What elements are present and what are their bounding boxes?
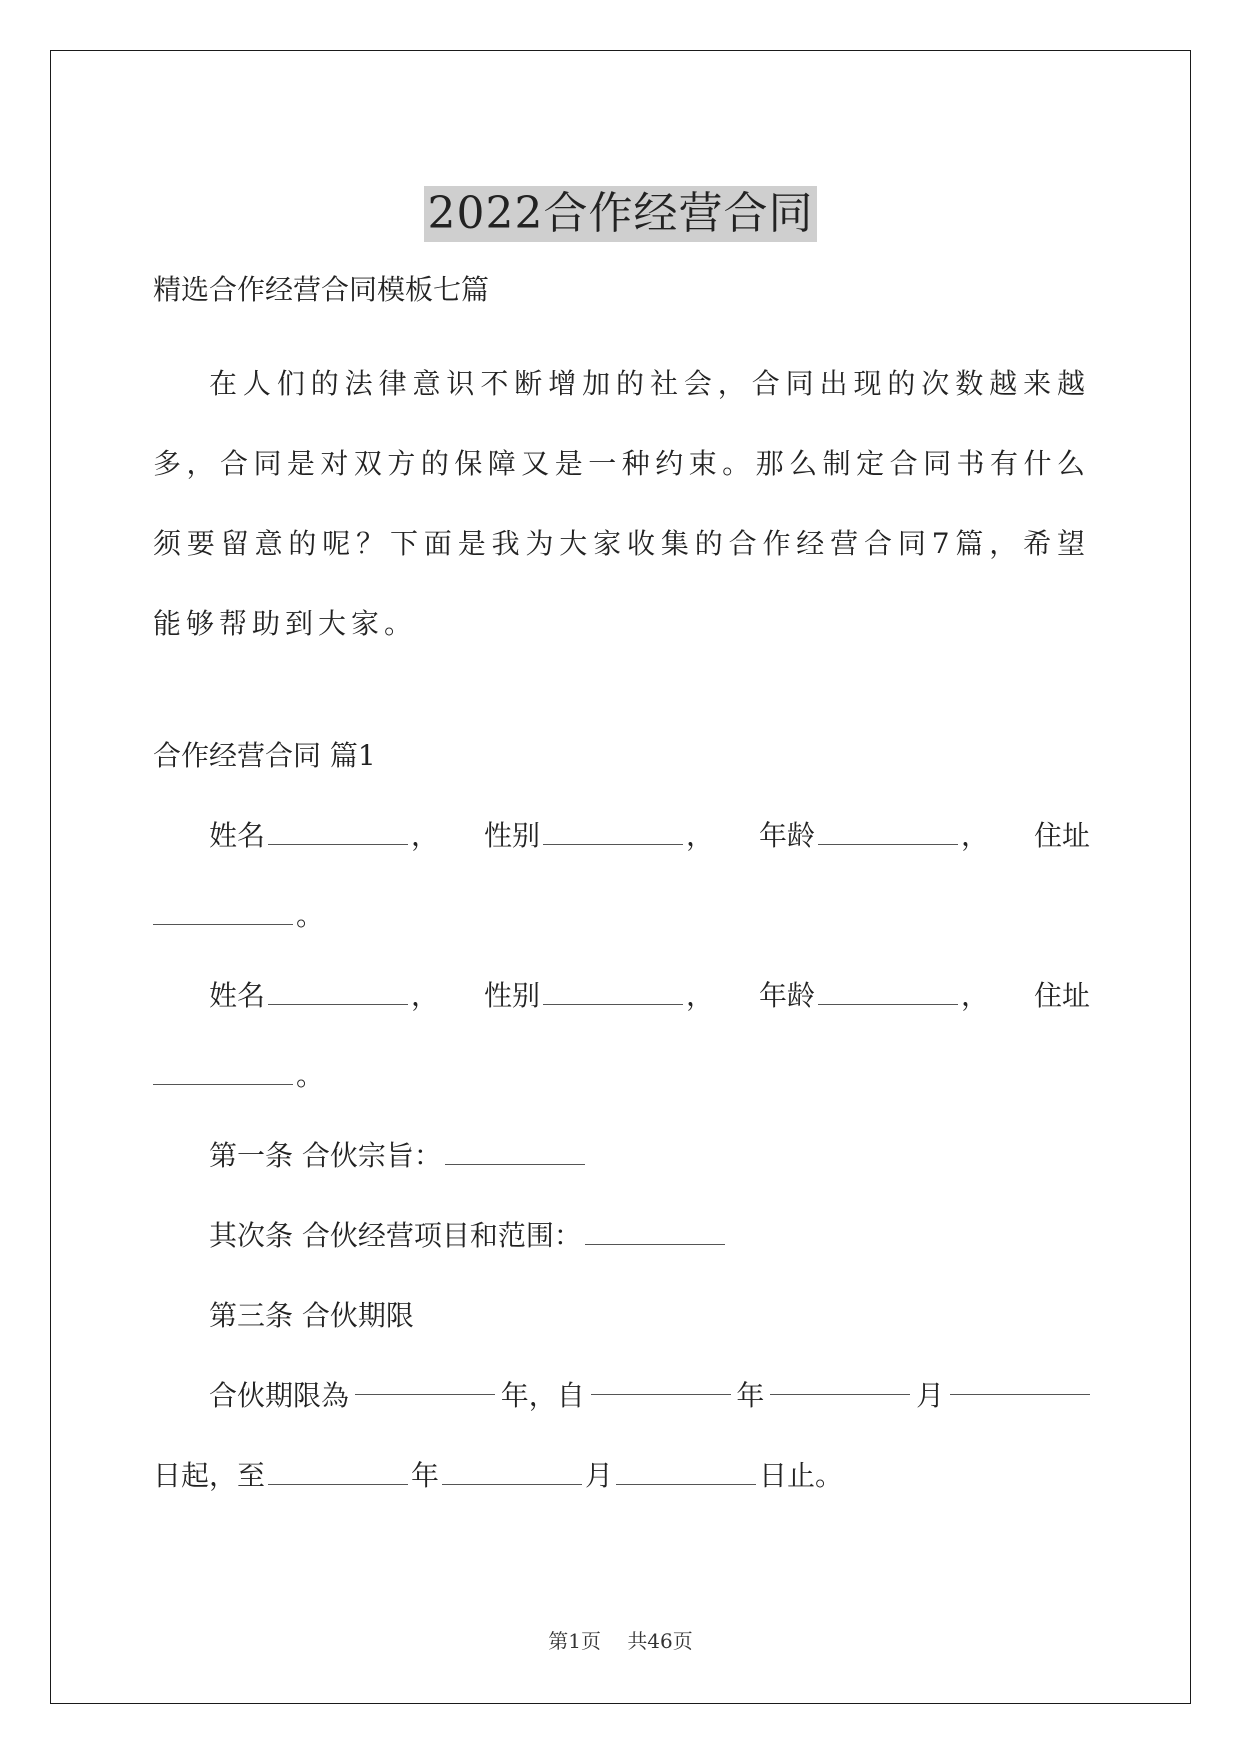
purpose-blank[interactable] bbox=[445, 1140, 585, 1165]
party-line-1 bbox=[153, 810, 1090, 890]
clause-1 bbox=[153, 1130, 1090, 1210]
page-footer bbox=[0, 1625, 1241, 1654]
term-end-label: 日止。 bbox=[759, 1459, 844, 1492]
address-line-1 bbox=[153, 890, 1090, 970]
age-label: 年龄 bbox=[758, 819, 815, 852]
term-end-line bbox=[153, 1450, 1090, 1530]
comma: ， bbox=[686, 819, 715, 852]
age-blank[interactable] bbox=[818, 980, 958, 1005]
comma: ， bbox=[960, 819, 989, 852]
name-label: 姓名 bbox=[209, 819, 266, 852]
address-label: 住址 bbox=[1033, 979, 1090, 1012]
year-label: 年 bbox=[736, 1379, 765, 1412]
clause-1-label: 第一条 合伙宗旨： bbox=[209, 1139, 442, 1172]
year-label: 年 bbox=[411, 1459, 440, 1492]
party-line-2 bbox=[153, 970, 1090, 1050]
term-label: 合伙期限為 bbox=[209, 1379, 350, 1412]
start-year-blank[interactable] bbox=[591, 1370, 731, 1395]
party-field bbox=[759, 970, 989, 1050]
document-title: 2022合作经营合同 bbox=[424, 186, 818, 242]
period: 。 bbox=[296, 899, 325, 932]
term-to-label: 日起，至 bbox=[153, 1459, 266, 1492]
start-day-blank[interactable] bbox=[950, 1370, 1090, 1395]
term-line bbox=[153, 1370, 1090, 1450]
gender-blank[interactable] bbox=[543, 820, 683, 845]
start-month-blank[interactable] bbox=[770, 1370, 910, 1395]
address-label: 住址 bbox=[1033, 819, 1090, 852]
scope-blank[interactable] bbox=[585, 1220, 725, 1245]
comma: ， bbox=[960, 979, 989, 1012]
party-field bbox=[484, 810, 714, 890]
address-blank[interactable] bbox=[153, 1060, 293, 1085]
age-blank[interactable] bbox=[818, 820, 958, 845]
comma: ， bbox=[686, 979, 715, 1012]
subtitle: 精选合作经营合同模板七篇 bbox=[153, 273, 490, 306]
end-month-blank[interactable] bbox=[442, 1460, 582, 1485]
party-field bbox=[209, 970, 439, 1050]
name-blank[interactable] bbox=[268, 980, 408, 1005]
term-from-label: 年，自 bbox=[500, 1379, 585, 1412]
page-total: 共46页 bbox=[627, 1629, 693, 1653]
clause-3: 第三条 合伙期限 bbox=[209, 1299, 414, 1332]
period: 。 bbox=[296, 1059, 325, 1092]
gender-label: 性别 bbox=[483, 819, 540, 852]
clause-2-label: 其次条 合伙经营项目和范围： bbox=[209, 1219, 582, 1252]
address-line-2 bbox=[153, 1050, 1090, 1130]
years-blank[interactable] bbox=[355, 1370, 495, 1395]
month-label: 月 bbox=[916, 1379, 945, 1412]
party-field bbox=[484, 970, 714, 1050]
party-field bbox=[759, 810, 989, 890]
gender-blank[interactable] bbox=[543, 980, 683, 1005]
clause-2 bbox=[153, 1210, 1090, 1290]
month-label: 月 bbox=[585, 1459, 614, 1492]
comma: ， bbox=[411, 979, 440, 1012]
end-year-blank[interactable] bbox=[268, 1460, 408, 1485]
name-blank[interactable] bbox=[268, 820, 408, 845]
gender-label: 性别 bbox=[483, 979, 540, 1012]
title-container bbox=[0, 157, 1241, 272]
section-heading: 合作经营合同 篇1 bbox=[153, 739, 376, 772]
address-blank[interactable] bbox=[153, 900, 293, 925]
intro-paragraph: 在人们的法律意识不断增加的社会，合同出现的次数越来越多，合同是对双方的保障又是一种约束。那么制定合同书有什么须要留意的呢？下面是我为大家收集的合作经营合同7篇，希望能够帮助到大家。 bbox=[153, 367, 1090, 640]
party-field bbox=[209, 810, 439, 890]
document-body bbox=[153, 264, 1090, 1530]
age-label: 年龄 bbox=[758, 979, 815, 1012]
end-day-blank[interactable] bbox=[616, 1460, 756, 1485]
page-number: 第1页 bbox=[548, 1629, 601, 1653]
comma: ， bbox=[411, 819, 440, 852]
name-label: 姓名 bbox=[209, 979, 266, 1012]
